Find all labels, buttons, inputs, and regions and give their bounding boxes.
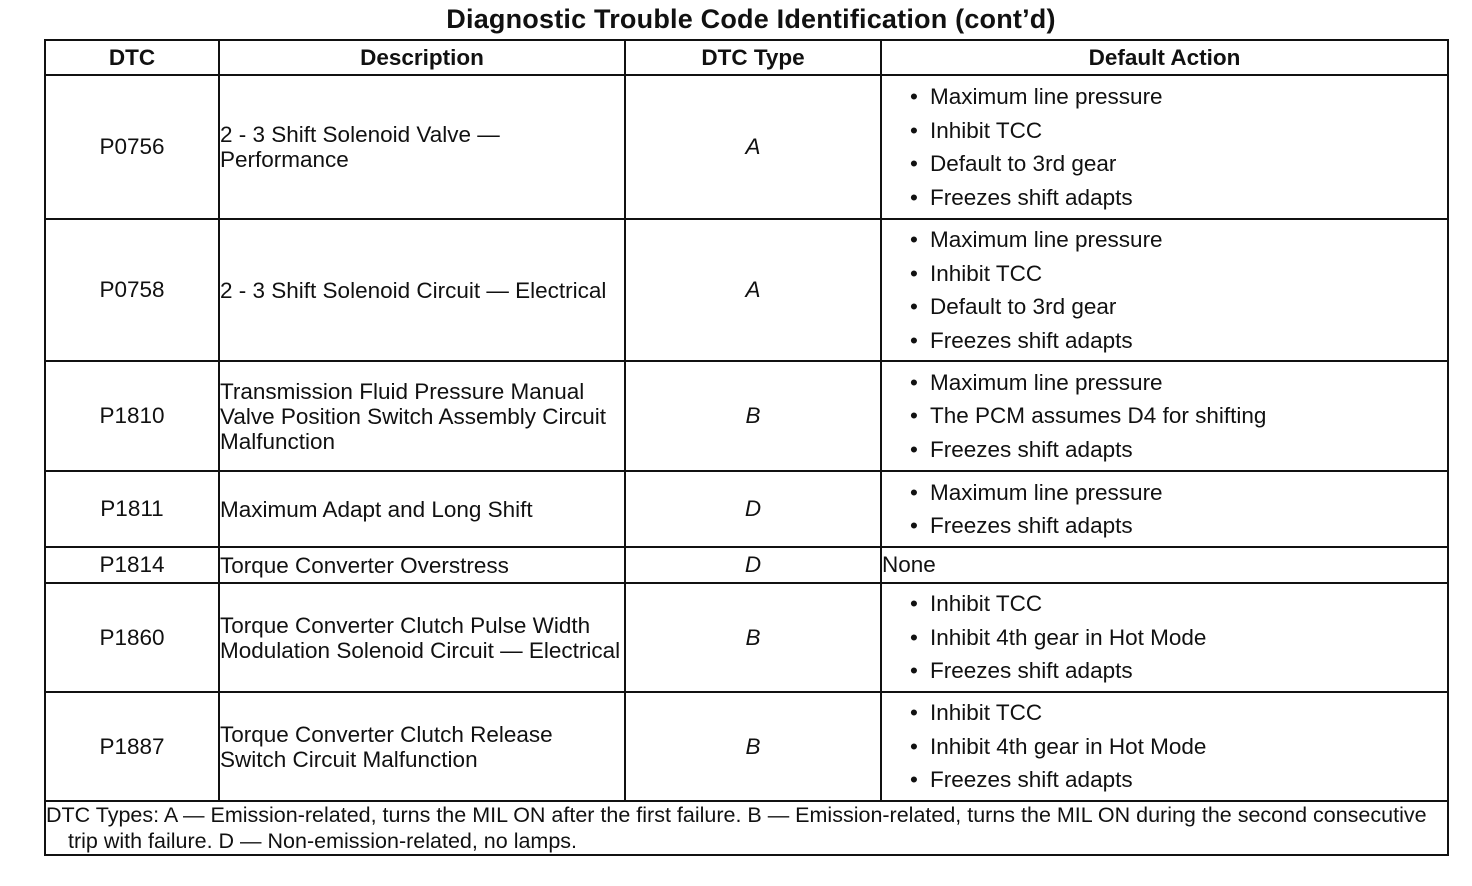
table-row <box>45 547 1448 583</box>
page-title: Diagnostic Trouble Code Identification (cont’d) <box>446 4 1056 34</box>
action-item <box>882 290 1447 324</box>
bullet-icon: • <box>910 624 918 650</box>
bullet-icon: • <box>910 513 918 538</box>
bullet-icon: • <box>910 227 918 252</box>
default-action <box>881 547 1448 583</box>
bullet-icon: • <box>910 436 918 462</box>
bullet-icon: • <box>910 369 918 395</box>
action-item <box>882 621 1447 655</box>
table-header-row <box>45 40 1448 75</box>
bullet-icon: • <box>910 327 918 353</box>
dtc-code: P1860 <box>45 583 219 692</box>
action-item <box>882 763 1447 797</box>
action-item <box>882 654 1447 688</box>
default-action <box>881 471 1448 547</box>
bullet-icon: • <box>910 479 918 505</box>
dtc-type: B <box>625 361 881 471</box>
header-dtc: DTC <box>45 40 219 75</box>
action-list <box>882 476 1447 543</box>
header-description: Description <box>219 40 625 75</box>
dtc-description: Maximum Adapt and Long Shift <box>219 471 625 547</box>
dtc-code: P1810 <box>45 361 219 471</box>
dtc-description: Transmission Fluid Pressure Manual Valve Position Switch Assembly Circuit Malfunction <box>219 361 625 471</box>
action-item <box>882 223 1447 257</box>
action-text: Freezes shift adapts <box>930 184 1133 210</box>
table-row <box>45 361 1448 471</box>
action-text: Freezes shift adapts <box>930 436 1133 462</box>
header-dtc-type: DTC Type <box>625 40 881 75</box>
default-action <box>881 692 1448 801</box>
action-item <box>882 257 1447 291</box>
dtc-description: 2 - 3 Shift Solenoid Circuit — Electrical <box>219 219 625 361</box>
default-action <box>881 583 1448 692</box>
footnote-cell <box>45 801 1448 855</box>
action-text: Inhibit 4th gear in Hot Mode <box>930 733 1207 759</box>
bullet-icon: • <box>910 700 918 726</box>
action-text: Inhibit TCC <box>930 260 1043 286</box>
bullet-icon: • <box>910 733 918 759</box>
table-row <box>45 583 1448 692</box>
dtc-type: D <box>625 547 881 583</box>
action-list <box>882 223 1447 357</box>
action-item <box>882 730 1447 764</box>
action-text: Maximum line pressure <box>930 227 1163 252</box>
action-item <box>882 433 1447 467</box>
action-text: Default to 3rd gear <box>930 294 1117 319</box>
bullet-icon: • <box>910 767 918 793</box>
bullet-icon: • <box>910 260 918 286</box>
dtc-code: P1814 <box>45 547 219 583</box>
action-text: Maximum line pressure <box>930 369 1163 395</box>
action-text: Freezes shift adapts <box>930 767 1133 793</box>
default-action <box>881 75 1448 219</box>
action-item <box>882 114 1447 148</box>
table-row <box>45 692 1448 801</box>
dtc-description: 2 - 3 Shift Solenoid Valve — Performance <box>219 75 625 219</box>
action-item <box>882 587 1447 621</box>
action-list <box>882 80 1447 214</box>
bullet-icon: • <box>910 591 918 617</box>
action-item <box>882 147 1447 181</box>
action-item <box>882 696 1447 730</box>
dtc-code: P1811 <box>45 471 219 547</box>
action-text: Maximum line pressure <box>930 479 1163 505</box>
dtc-type: D <box>625 471 881 547</box>
bullet-icon: • <box>910 151 918 176</box>
dtc-code: P0756 <box>45 75 219 219</box>
action-text: Inhibit 4th gear in Hot Mode <box>930 624 1207 650</box>
action-list <box>882 696 1447 797</box>
dtc-table <box>44 39 1449 856</box>
action-item <box>882 509 1447 543</box>
action-text: Inhibit TCC <box>930 700 1043 726</box>
bullet-icon: • <box>910 117 918 143</box>
action-list <box>882 587 1447 688</box>
bullet-icon: • <box>910 294 918 319</box>
dtc-type: B <box>625 692 881 801</box>
dtc-code: P0758 <box>45 219 219 361</box>
table-row <box>45 75 1448 219</box>
action-item <box>882 324 1447 358</box>
action-text: Inhibit TCC <box>930 117 1043 143</box>
footnote-row <box>45 801 1448 855</box>
dtc-description: Torque Converter Clutch Pulse Width Modulation Solenoid Circuit — Electrical <box>219 583 625 692</box>
default-action <box>881 361 1448 471</box>
dtc-description: Torque Converter Overstress <box>219 547 625 583</box>
footnote-text: DTC Types: A — Emission-related, turns the MIL ON after the first failure. B — Emission-related, turns the MIL ON during the second consecutive trip with failure. D — Non-emission-related, no lamps. <box>46 803 1427 853</box>
table-body <box>45 75 1448 801</box>
table-row <box>45 219 1448 361</box>
action-text: Maximum line pressure <box>930 84 1163 109</box>
table-row <box>45 471 1448 547</box>
action-item <box>882 476 1447 510</box>
action-text: Freezes shift adapts <box>930 513 1133 538</box>
header-default-action: Default Action <box>881 40 1448 75</box>
dtc-type: B <box>625 583 881 692</box>
action-item <box>882 181 1447 215</box>
action-text: None <box>882 552 936 577</box>
action-item <box>882 366 1447 400</box>
bullet-icon: • <box>910 658 918 684</box>
bullet-icon: • <box>910 84 918 109</box>
action-item <box>882 399 1447 433</box>
action-text: Freezes shift adapts <box>930 327 1133 353</box>
action-text: Inhibit TCC <box>930 591 1043 617</box>
dtc-code: P1887 <box>45 692 219 801</box>
bullet-icon: • <box>910 184 918 210</box>
action-list <box>882 366 1447 467</box>
dtc-type: A <box>625 75 881 219</box>
default-action <box>881 219 1448 361</box>
action-item <box>882 80 1447 114</box>
action-text: The PCM assumes D4 for shifting <box>930 403 1267 429</box>
dtc-type: A <box>625 219 881 361</box>
action-text: Freezes shift adapts <box>930 658 1133 684</box>
action-text: Default to 3rd gear <box>930 151 1117 176</box>
bullet-icon: • <box>910 403 918 429</box>
dtc-description: Torque Converter Clutch Release Switch Circuit Malfunction <box>219 692 625 801</box>
